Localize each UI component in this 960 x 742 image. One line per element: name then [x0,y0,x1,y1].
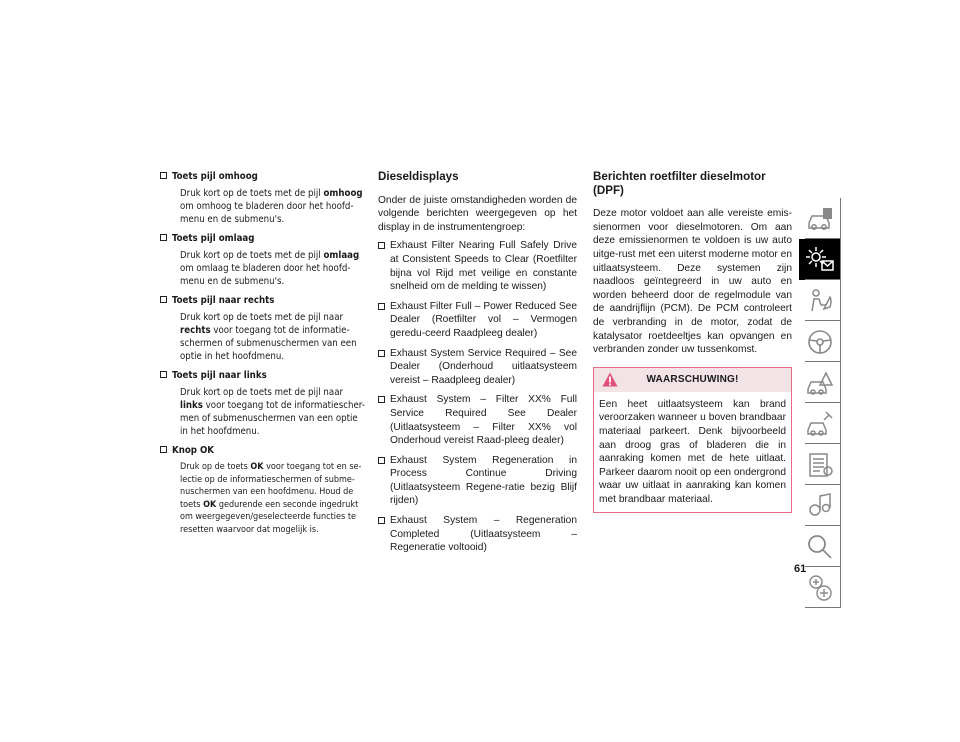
list-item [160,232,365,288]
warning-header [594,368,791,392]
warning-triangle-icon [602,372,618,387]
list-item [160,369,365,438]
tab-driving[interactable] [799,321,841,362]
tab-car-info[interactable] [799,198,841,239]
bullet-square-icon [378,396,385,403]
technical-specs-icon [804,449,836,481]
item-text: Druk kort op de toets met de pijl naar links voor toegang tot de informatiescher-men of submenuschermen van een optie in het hoofdmenu. [180,387,365,437]
item-heading: Toets pijl omlaag [172,233,255,244]
tab-safety[interactable] [799,280,841,321]
bullet-square-icon [378,350,385,357]
car-service-icon [804,408,836,440]
warning-body: Een heet uitlaatsysteem kan brand veroorzaken wanneer u boven brandbaar materiaal parkeert. Denk bijvoorbeeld aan droog gras of bladeren die in aanraking komen met de hete uitlaat. Parkeer daarom nooit op een ondergrond waar uw uitlaat in aanraking kan komen met brandbaar materiaal. [599,398,786,505]
section-title: Dieseldisplays [378,170,459,183]
section-title: Berichten roetfilter dieselmotor (DPF) [593,170,766,197]
bullet-square-icon [160,234,167,241]
warning-box [593,367,792,514]
item-text: Druk op de toets OK voor toegang tot en se-lectie op de informatieschermen of subme-nuschermen van een hoofdmenu. Houd de toets OK gedurende een seconde ingedrukt om weergegeven/geselecteerde functies te resetten waarvoor dat mogelijk is. [180,462,362,535]
list-item: Exhaust Filter Full – Power Reduced See Dealer (Roetfilter vol – Vermogen geredu-ceerd Raadpleeg dealer) [378,300,577,341]
list-item: Exhaust System Regeneration in Process Continue Driving (Uitlaatsysteem Regene-ratie bezig Blijf rijden) [378,454,577,508]
warning-title: WAARSCHUWING! [646,373,739,385]
item-heading: Toets pijl naar links [172,370,267,381]
language-icon [804,572,836,604]
list-item [160,170,365,226]
list-item [160,294,365,363]
list-item: Exhaust System – Filter XX% Full Service Required See Dealer (Uitlaatsysteem – Filter XX% vol Onderhoud vereist Raad-pleeg dealer) [378,393,577,447]
tab-dashboard-warning[interactable] [799,239,841,280]
bullet-square-icon [160,371,167,378]
item-heading: Knop OK [172,445,214,456]
roadside-emergency-icon [804,367,836,399]
tab-service[interactable] [799,403,841,444]
tab-index[interactable] [799,526,841,567]
page-number: 61 [794,563,807,575]
bullet-square-icon [378,303,385,310]
car-info-icon [804,203,836,235]
middle-column [378,170,577,561]
list-item [160,444,365,537]
bullet-square-icon [160,446,167,453]
list-item: Exhaust System Service Required – See Dealer (Onderhoud uitlaatsysteem vereist – Raadpleeg dealer) [378,347,577,388]
right-column [593,170,792,513]
item-text: Druk kort op de toets met de pijl naar rechts voor toegang tot de informatie-schermen of submenuschermen van een optie in het hoofdmenu. [180,312,357,362]
dpf-paragraph: Deze motor voldoet aan alle vereiste emis-sienormen voor dieselmotoren. Om aan deze emissienormen te voldoen is uw auto uitge-rust met een uiterst moderne motor en uitlaatsysteem. Deze systemen zijn naadloos geïntegreerd in uw auto en worden beheerd door de regelmodule van de aandrijflijn (PCM). De PCM controleert de verbranding in de motor, zodat de katalysator roetdeeltjes kan opvangen en verbranden zonder uw tussenkomst. [593,208,792,356]
steering-wheel-icon [804,326,836,358]
index-search-icon [804,531,836,563]
bullet-square-icon [160,172,167,179]
chapter-tabs [799,198,841,608]
bullet-square-icon [378,457,385,464]
tab-language[interactable] [799,567,841,608]
safety-airbag-icon [804,285,836,317]
dashboard-warning-icon [804,244,836,276]
left-column [160,170,365,543]
tab-multimedia[interactable] [799,485,841,526]
bullet-square-icon [160,296,167,303]
multimedia-icon [804,490,836,522]
item-heading: Toets pijl naar rechts [172,295,275,306]
list-item: Exhaust Filter Nearing Full Safely Drive at Consistent Speeds to Clear (Roetfilter bijna vol Rijd met veilige en constante snelheid om de melding te wissen) [378,239,577,293]
tab-emergency[interactable] [799,362,841,403]
bullet-square-icon [378,242,385,249]
intro-text: Onder de juiste omstandigheden worden de volgende berichten weergegeven op het display in de instrumentengroep: [378,194,577,233]
item-heading: Toets pijl omhoog [172,171,258,182]
tab-specs[interactable] [799,444,841,485]
bullet-square-icon [378,517,385,524]
item-text: Druk kort op de toets met de pijl omhoog om omhoog te bladeren door het hoofd-menu en de submenu's. [180,188,363,225]
item-text: Druk kort op de toets met de pijl omlaag om omlaag te bladeren door het hoofd-menu en de submenu's. [180,250,360,287]
list-item: Exhaust System – Regeneration Completed (Uitlaatsysteem – Regeneratie voltooid) [378,514,577,555]
